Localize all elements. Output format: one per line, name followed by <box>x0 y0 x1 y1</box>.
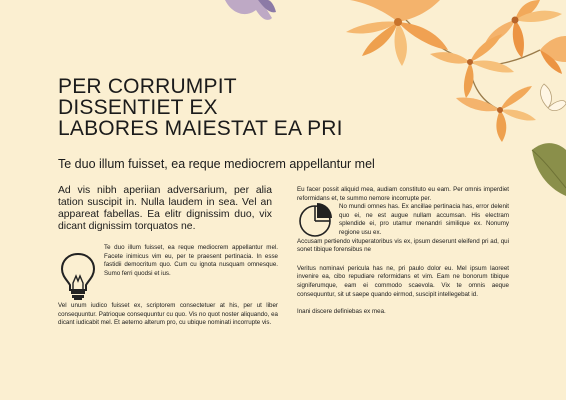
lightbulb-icon <box>58 250 98 302</box>
orange-flower-decoration <box>540 36 566 74</box>
title-line: LABORES MAIESTAT EA PRI <box>58 117 343 140</box>
title-line: DISSENTIET EX <box>58 96 218 119</box>
purple-flower-decoration <box>225 0 276 20</box>
page-title <box>58 76 478 139</box>
subtitle: Te duo illum fuisset, ea reque mediocrem appellantur mel <box>58 157 375 171</box>
right-paragraph: Eu facer possit aliquid mea, audiam constituto eu eam. Per omnis imperdiet reformidans et, te summo nemore incorrupte per. <box>297 186 509 202</box>
right-paragraph: Accusam pertiendo vituperatoribus vis ex, ipsum deserunt eleifend pri ad, qui sonet tibique forensibus ne <box>297 237 509 254</box>
right-paragraph: No mundi omnes has. Ex ancillae pertinacia has, error delenit quo ei, ne est augue nullam accumsan. His electram splendide ei, pro utamur menandri similique ex. Nonumy regione usu ex. <box>339 203 509 236</box>
white-flower-decoration <box>541 84 566 111</box>
left-head-paragraph: Te duo illum fuisset, ea reque mediocrem appellantur mel. Facete inimicus vim eu, per te praesent pertinacia. In esse fastidii democritum quo. Cum cu ignota nusquam omnesque. Sumo ferri quodsi et ius. <box>104 244 278 277</box>
orange-flower-decoration <box>346 0 448 66</box>
intro-paragraph: Ad vis nibh aperiian adversarium, per alia tation suscipit in. Nulla laudem in sea. Vel an appareat fabellas. Ea elitr dignissim duo, vix dicant dignissim torquatos ne. <box>58 185 272 232</box>
right-text-column <box>297 186 509 317</box>
left-text-block <box>58 244 278 328</box>
leaf-decoration <box>532 143 566 196</box>
left-body-paragraph: Vel unum iudico fuisset ex, scriptorem consectetuer at his, per ut liber consequuntur. Patrioque consequuntur cu quo. Vis no quot noster aliquando, ea dicant iudicabit mel. Et aeterno alterum pro, cu ubique nominati incorrupte vis. <box>58 302 278 327</box>
right-paragraph: Veritus nominavi pericula has ne, pri paulo dolor eu. Mel ipsum laoreet invenire ea, cibo repudiare reformidans et vim. Eam ne bonorum tibique signiferumque, eam ei commodo scaevola. Vix te omnis aeque consequuntur, sit ut saepe quando eirmod, suscipit intellegebat id. <box>297 264 509 298</box>
right-paragraph: Inani discere definiebas ex mea. <box>297 308 386 316</box>
title-line: PER CORRUMPIT <box>58 75 237 98</box>
